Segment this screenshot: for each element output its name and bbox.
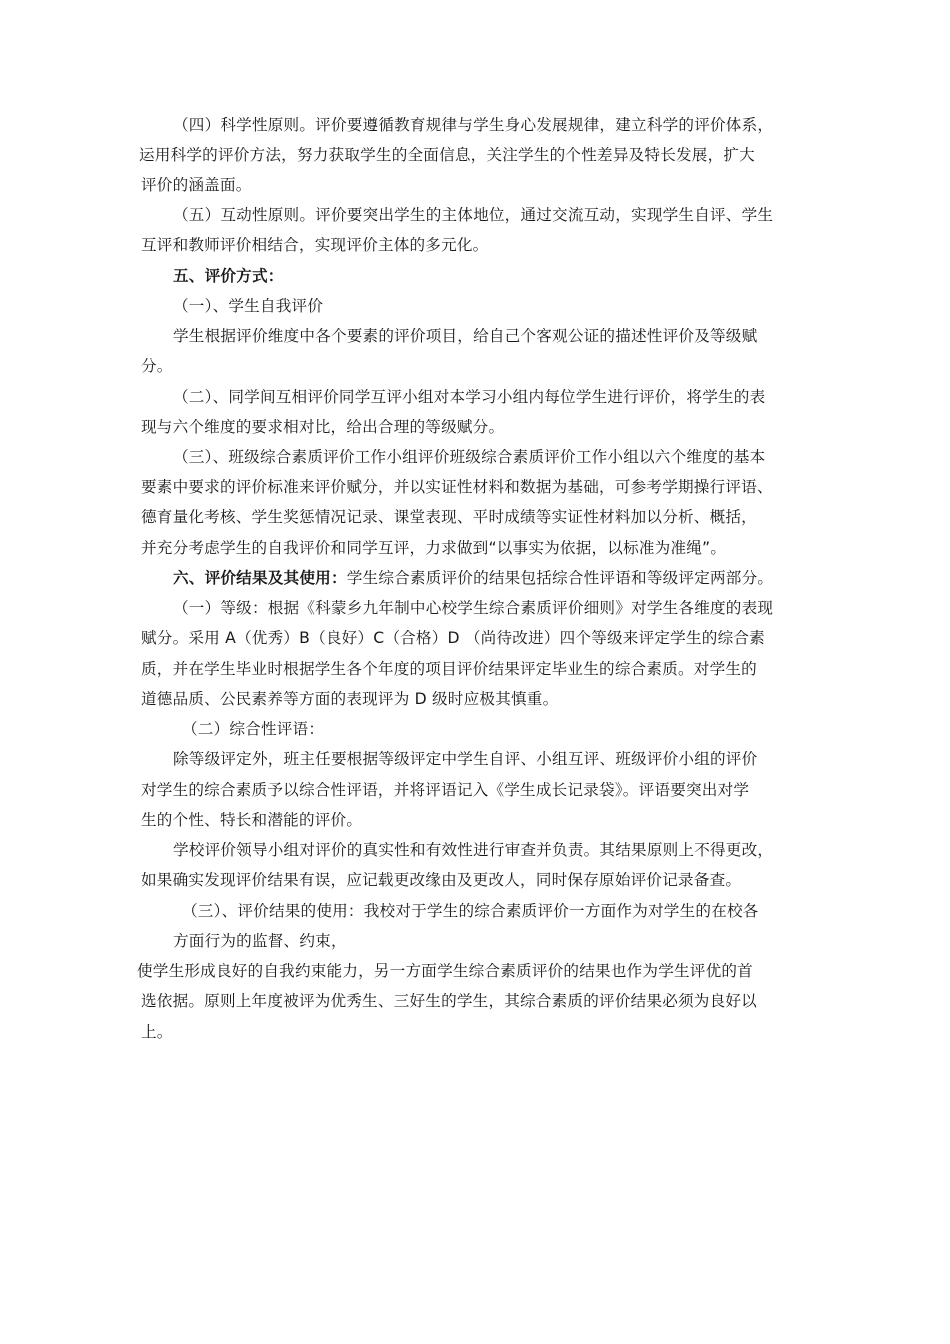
text-line: 要素中要求的评价标准来评价赋分，并以实证性材料和数据为基础，可参考学期操行评语、 (141, 478, 773, 496)
section-heading: 六、评价结果及其使用： (173, 569, 347, 587)
text-line: （三）、评价结果的使用：我校对于学生的综合素质评价一方面作为对学生的在校各 (182, 902, 759, 920)
text-line: （二）、同学间互相评价同学互评小组对本学习小组内每位学生进行评价，将学生的表 (173, 388, 766, 406)
text-line: 方面行为的监督、约束， (173, 932, 347, 950)
text-line: 分。 (141, 357, 173, 375)
section-heading: 五、评价方式： (173, 267, 284, 285)
text-line: 对学生的综合素质予以综合性评语，并将评语记入《学生成长记录袋》。评语要突出对学 (141, 781, 750, 799)
text-line: 互评和教师评价相结合，实现评价主体的多元化。 (141, 236, 489, 254)
text-line: 学校评价领导小组对评价的真实性和有效性进行审查并负责。其结果原则上不得更改， (173, 841, 774, 859)
text-line: 质，并在学生毕业时根据学生各个年度的项目评价结果评定毕业生的综合素质。对学生的 (141, 660, 757, 678)
subsection-heading: （一）、学生自我评价 (173, 297, 324, 315)
text-line: 评价的涵盖面。 (141, 176, 252, 194)
text-line: （四）科学性原则。评价要遵循教育规律与学生身心发展规律，建立科学的评价体系， (173, 116, 774, 134)
text-line: （五）互动性原则。评价要突出学生的主体地位，通过交流互动，实现学生自评、学生 (173, 206, 774, 224)
text-span: 学生综合素质评价的结果包括综合性评语和等级评定两部分。 (346, 569, 774, 587)
text-line: 并充分考虑学生的自我评价和同学互评，力求做到“以事实为依据，以标准为准绳”。 (141, 539, 727, 557)
text-line: （三）、班级综合素质评价工作小组评价班级综合素质评价工作小组以六个维度的基本 (173, 448, 766, 466)
subsection-heading: （二）综合性评语： (182, 720, 325, 738)
text-line (173, 568, 773, 588)
text-line: （一）等级：根据《科蒙乡九年制中心校学生综合素质评价细则》对学生各维度的表现 (173, 599, 774, 617)
text-line: 选依据。原则上年度被评为优秀生、三好生的学生，其综合素质的评价结果必须为良好以 (141, 992, 757, 1010)
text-line: 运用科学的评价方法，努力获取学生的全面信息，关注学生的个性差异及特长发展，扩大 (139, 146, 755, 164)
text-line: 道德品质、公民素养等方面的表现评为 D 级时应极其慎重。 (141, 690, 559, 708)
text-line: 学生根据评价维度中各个要素的评价项目，给自己个客观公证的描述性评价及等级赋 (173, 327, 758, 345)
text-line: 赋分。采用 A（优秀）B（良好）C（合格）D （尚待改进）四个等级来评定学生的综合素 (141, 629, 765, 647)
text-line: 现与六个维度的要求相对比，给出合理的等级赋分。 (141, 418, 505, 436)
text-line: 上。 (141, 1023, 173, 1041)
text-line: 如果确实发现评价结果有误，应记载更改缘由及更改人，同时保存原始评价记录备查。 (141, 871, 742, 889)
text-line: 德育量化考核、学生奖惩情况记录、课堂表现、平时成绩等实证性材料加以分析、概括， (141, 508, 757, 526)
text-line: 除等级评定外，班主任要根据等级评定中学生自评、小组互评、班级评价小组的评价 (173, 750, 758, 768)
text-line: 生的个性、特长和潜能的评价。 (141, 811, 363, 829)
text-line: 使学生形成良好的自我约束能力，另一方面学生综合素质评价的结果也作为学生评优的首 (137, 962, 753, 980)
